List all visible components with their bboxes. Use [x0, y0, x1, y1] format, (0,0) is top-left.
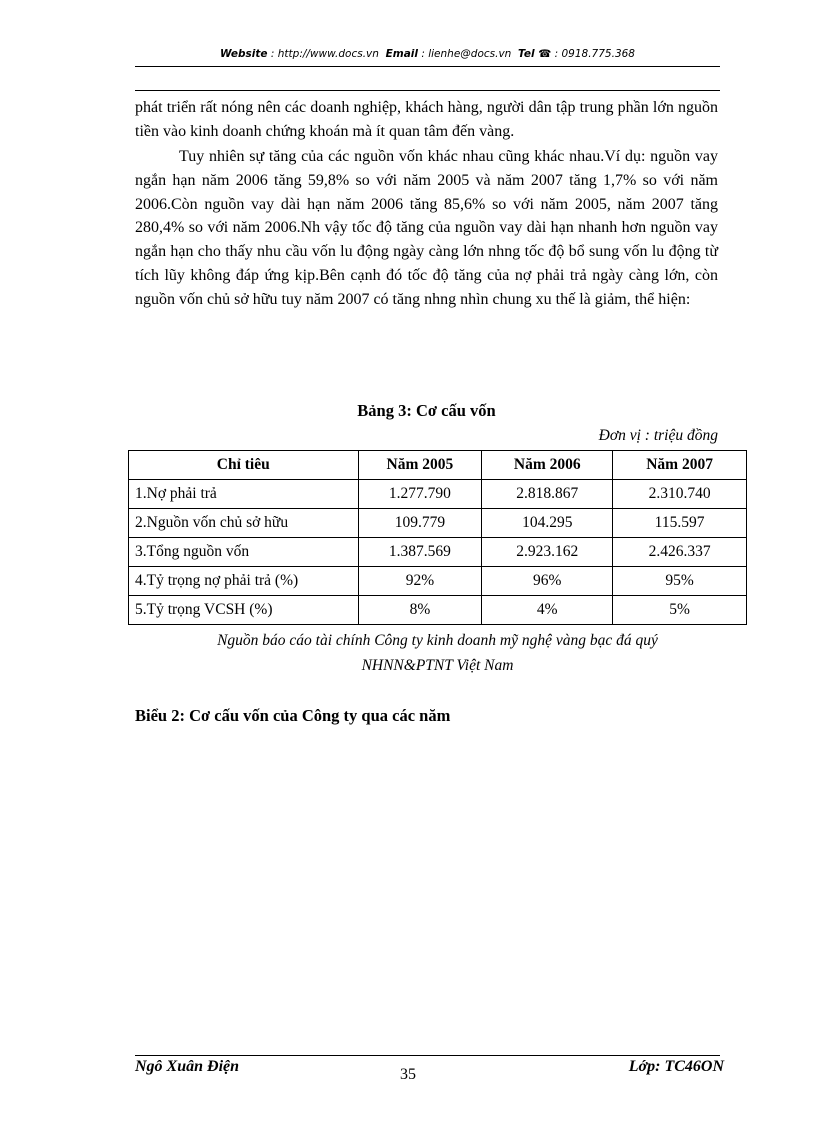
row-value: 1.387.569: [358, 538, 482, 567]
paragraph-2: Tuy nhiên sự tăng của các nguồn vốn khác nhau cũng khác nhau.Ví dụ: nguồn vay ngắn hạn năm 2006 tăng 59,8% so với năm 2005 và năm 2007 tăng 1,7% so với năm 2006.Còn nguồn vay dài hạn năm 2006 tăng 85,6% so với năm 2005, năm 2007 tăng 280,4% so với năm 2006.Nh vậy tốc độ tăng của nguồn vay dài hạn nhanh hơn nguồn vay ngắn hạn cho thấy nhu cầu vốn lu động ngày càng lớn nhng tốc độ bổ sung vốn lu động từ tích lũy không đáp ứng kịp.Bên cạnh đó tốc độ tăng của nợ phải trả ngày càng lớn, còn nguồn vốn chủ sở hữu tuy năm 2007 có tăng nhng nhìn chung xu thế là giảm, thể hiện:: [135, 148, 718, 308]
header-indicator: Chỉ tiêu: [129, 451, 359, 480]
header-rule-top: [135, 66, 720, 67]
header-2006: Năm 2006: [482, 451, 613, 480]
header-2007: Năm 2007: [613, 451, 747, 480]
row-value: 95%: [613, 567, 747, 596]
row-label: 5.Tỷ trọng VCSH (%): [129, 596, 359, 625]
row-value: 2.923.162: [482, 538, 613, 567]
row-value: 2.310.740: [613, 480, 747, 509]
tel-value: : 0918.775.368: [554, 48, 635, 60]
table-row: [129, 596, 747, 625]
row-value: 8%: [358, 596, 482, 625]
capital-structure-table: [128, 450, 747, 625]
page-number: 35: [400, 1066, 416, 1083]
footer-author: Ngô Xuân Điện: [135, 1058, 240, 1075]
table-title: Bảng 3: Cơ cấu vốn: [357, 401, 496, 420]
row-value: 109.779: [358, 509, 482, 538]
table-row: [129, 538, 747, 567]
row-value: 2.818.867: [482, 480, 613, 509]
chart-title: Biểu 2: Cơ cấu vốn của Công ty qua các năm: [135, 706, 451, 725]
row-value: 104.295: [482, 509, 613, 538]
header-rule-bottom: [135, 90, 720, 91]
email-value: : lienhe@docs.vn: [421, 48, 512, 60]
footer-rule: [135, 1055, 720, 1056]
header-2005: Năm 2005: [358, 451, 482, 480]
table-row: [129, 480, 747, 509]
website-label: Website: [220, 48, 268, 60]
table-header-row: [129, 451, 747, 480]
row-value: 4%: [482, 596, 613, 625]
table-row: [129, 567, 747, 596]
website-value: : http://www.docs.vn: [270, 48, 379, 60]
row-value: 96%: [482, 567, 613, 596]
row-label: 3.Tổng nguồn vốn: [129, 538, 359, 567]
email-label: Email: [385, 48, 418, 60]
table-row: [129, 509, 747, 538]
footer-class: Lớp: TC46ON: [628, 1058, 724, 1075]
row-value: 1.277.790: [358, 480, 482, 509]
row-value: 5%: [613, 596, 747, 625]
row-label: 4.Tỷ trọng nợ phải trả (%): [129, 567, 359, 596]
table-source-line-1: Nguồn báo cáo tài chính Công ty kinh doanh mỹ nghệ vàng bạc đá quý: [217, 632, 658, 649]
tel-label: Tel ☎: [518, 48, 552, 60]
row-value: 115.597: [613, 509, 747, 538]
row-label: 1.Nợ phải trả: [129, 480, 359, 509]
row-label: 2.Nguồn vốn chủ sở hữu: [129, 509, 359, 538]
row-value: 92%: [358, 567, 482, 596]
table-source-line-2: NHNN&PTNT Việt Nam: [361, 657, 514, 674]
page-header: [135, 48, 720, 60]
table-unit: Đơn vị : triệu đồng: [598, 427, 718, 444]
row-value: 2.426.337: [613, 538, 747, 567]
paragraph-1: phát triển rất nóng nên các doanh nghiệp, khách hàng, người dân tập trung phần lớn nguồn tiền vào kinh doanh chứng khoán mà ít quan tâm đến vàng.: [135, 99, 718, 140]
